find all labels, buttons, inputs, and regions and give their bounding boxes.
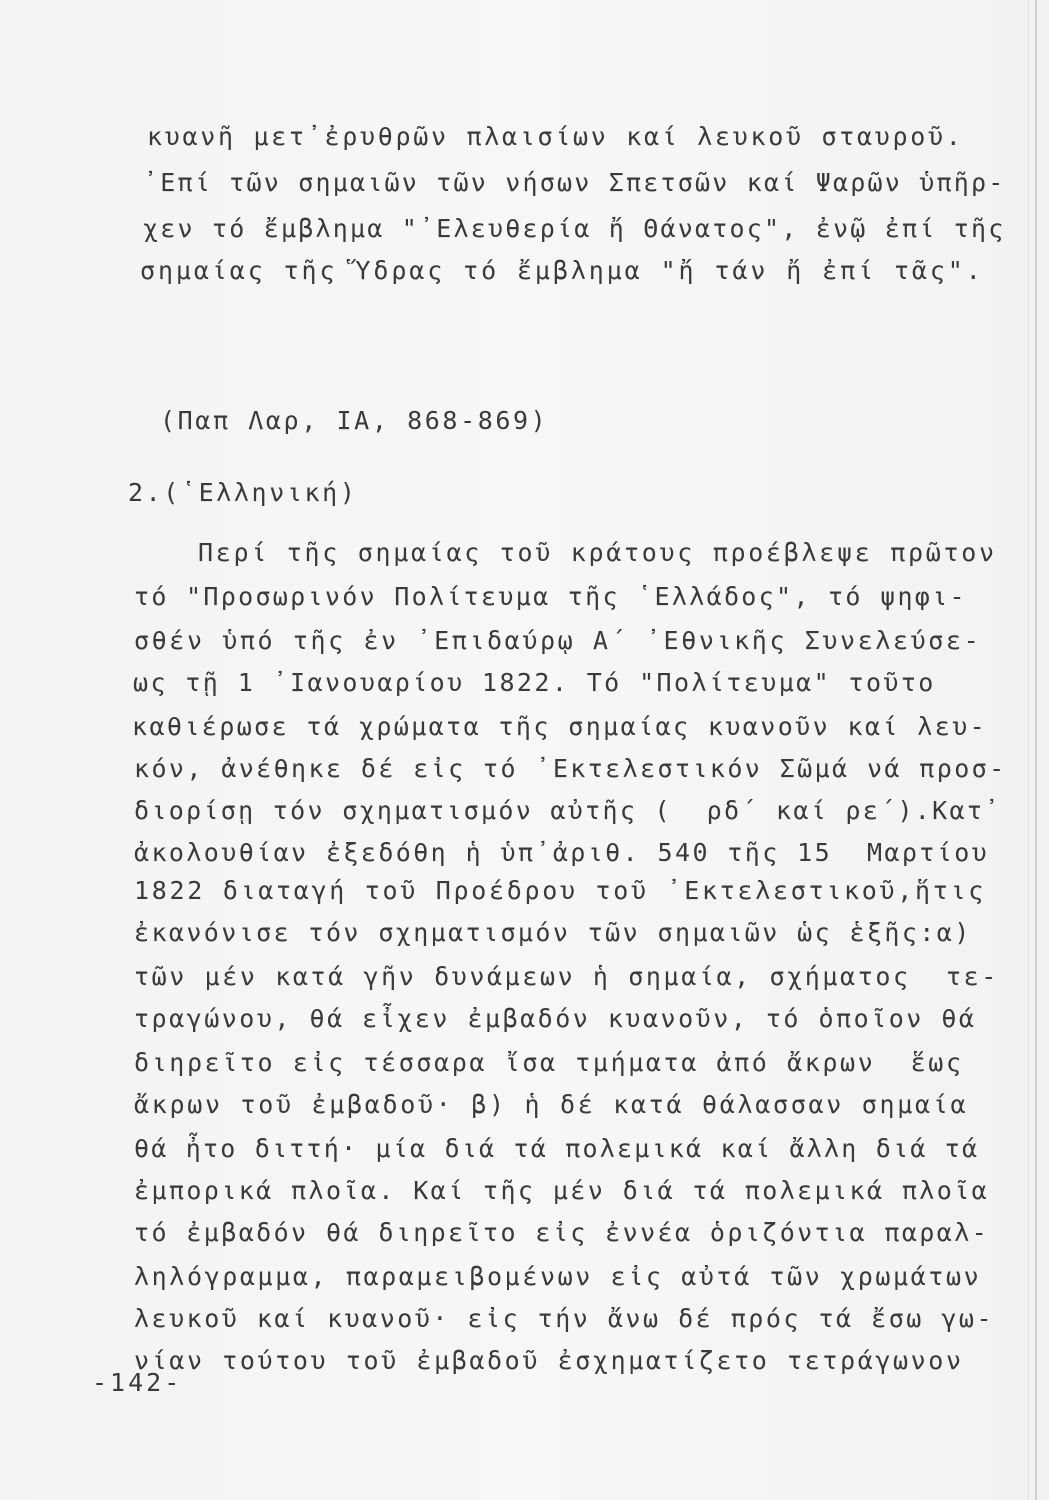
section-heading: 2.(῾Ελληνική): [128, 478, 358, 507]
text-line: λευκοῦ καί κυανοῦ· εἰς τήν ἄνω δέ πρός τά ἔσω γω-: [134, 1304, 995, 1333]
text-line: θά ἦτο διττή· μία διά τά πολεμικά καί ἄλλη διά τά: [134, 1134, 980, 1163]
text-line: τό "Προσωρινόν Πολίτευμα τῆς ῾Ελλάδος", τό ψηφι-: [134, 582, 967, 611]
text-line: τῶν μέν κατά γῆν δυνάμεων ἡ σημαία, σχήματος τε-: [134, 962, 999, 991]
citation: (Παπ Λαρ, ΙΑ, 868-869): [160, 406, 549, 435]
text-line: ἐμπορικά πλοῖα. Καί τῆς μέν διά τά πολεμικά πλοῖα: [134, 1176, 990, 1205]
page-number: -142-: [92, 1368, 183, 1397]
text-line: κυανῆ μετ᾽ἐρυθρῶν πλαισίων καί λευκοῦ σταυροῦ.: [147, 122, 964, 151]
page-edge: [1035, 0, 1037, 1500]
text-line: καθιέρωσε τά χρώματα τῆς σημαίας κυανοῦν καί λευ-: [132, 712, 988, 741]
text-line: Περί τῆς σημαίας τοῦ κράτους προέβλεψε πρῶτον: [198, 538, 997, 567]
text-line: ἄκρων τοῦ ἐμβαδοῦ· β) ἡ δέ κατά θάλασσαν σημαία: [134, 1090, 969, 1119]
text-line: κόν, ἀνέθηκε δέ εἰς τό ᾽Εκτελεστικόν Σῶμά νά προσ-: [134, 754, 1007, 783]
text-line: 1822 διαταγή τοῦ Προέδρου τοῦ ᾽Εκτελεστικοῦ,ἥτις: [134, 876, 987, 905]
text-line: διορίσῃ τόν σχηματισμόν αὐτῆς ( ρδ΄ καί ρε΄).Κατ᾽: [134, 796, 1002, 825]
text-line: νίαν τούτου τοῦ ἐμβαδοῦ ἐσχηματίζετο τετράγωνον: [134, 1346, 964, 1375]
page-edge-inner: [1028, 0, 1029, 1500]
text-line: τραγώνου, θά εἶχεν ἐμβαδόν κυανοῦν, τό ὁποῖον θά: [134, 1004, 977, 1033]
text-line: διηρεῖτο εἰς τέσσαρα ἴσα τμήματα ἀπό ἄκρων ἕως: [134, 1048, 964, 1077]
text-line: τό ἐμβαδόν θά διηρεῖτο εἰς ἐννέα ὁριζόντια παραλ-: [134, 1218, 990, 1247]
text-line: ως τῇ 1 ᾽Ιανουαρίου 1822. Τό "Πολίτευμα" τοῦτο: [133, 668, 936, 697]
text-line: σθέν ὑπό τῆς ἐν ᾽Επιδαύρῳ Α΄ ᾽Εθνικῆς Συνελεύσε-: [134, 626, 982, 655]
text-line: χεν τό ἔμβλημα "᾽Ελευθερία ἤ Θάνατος", ἐνῷ ἐπί τῆς: [143, 214, 1006, 243]
text-line: σημαίας τῆς Ὕδρας τό ἔμβλημα "ἤ τάν ἤ ἐπί τᾶς".: [140, 256, 984, 285]
text-line: ἐκανόνισε τόν σχηματισμόν τῶν σημαιῶν ὡς ἑξῆς:α): [134, 918, 972, 947]
text-line: ἀκολουθίαν ἐξεδόθη ἡ ὑπ᾽ἀριθ. 540 τῆς 15 Μαρτίου: [134, 838, 990, 867]
text-line: ᾽Επί τῶν σημαιῶν τῶν νήσων Σπετσῶν καί Ψαρῶν ὑπῆρ-: [143, 168, 1006, 197]
text-line: ληλόγραμμα, παραμειβομένων εἰς αὐτά τῶν χρωμάτων: [134, 1262, 982, 1291]
